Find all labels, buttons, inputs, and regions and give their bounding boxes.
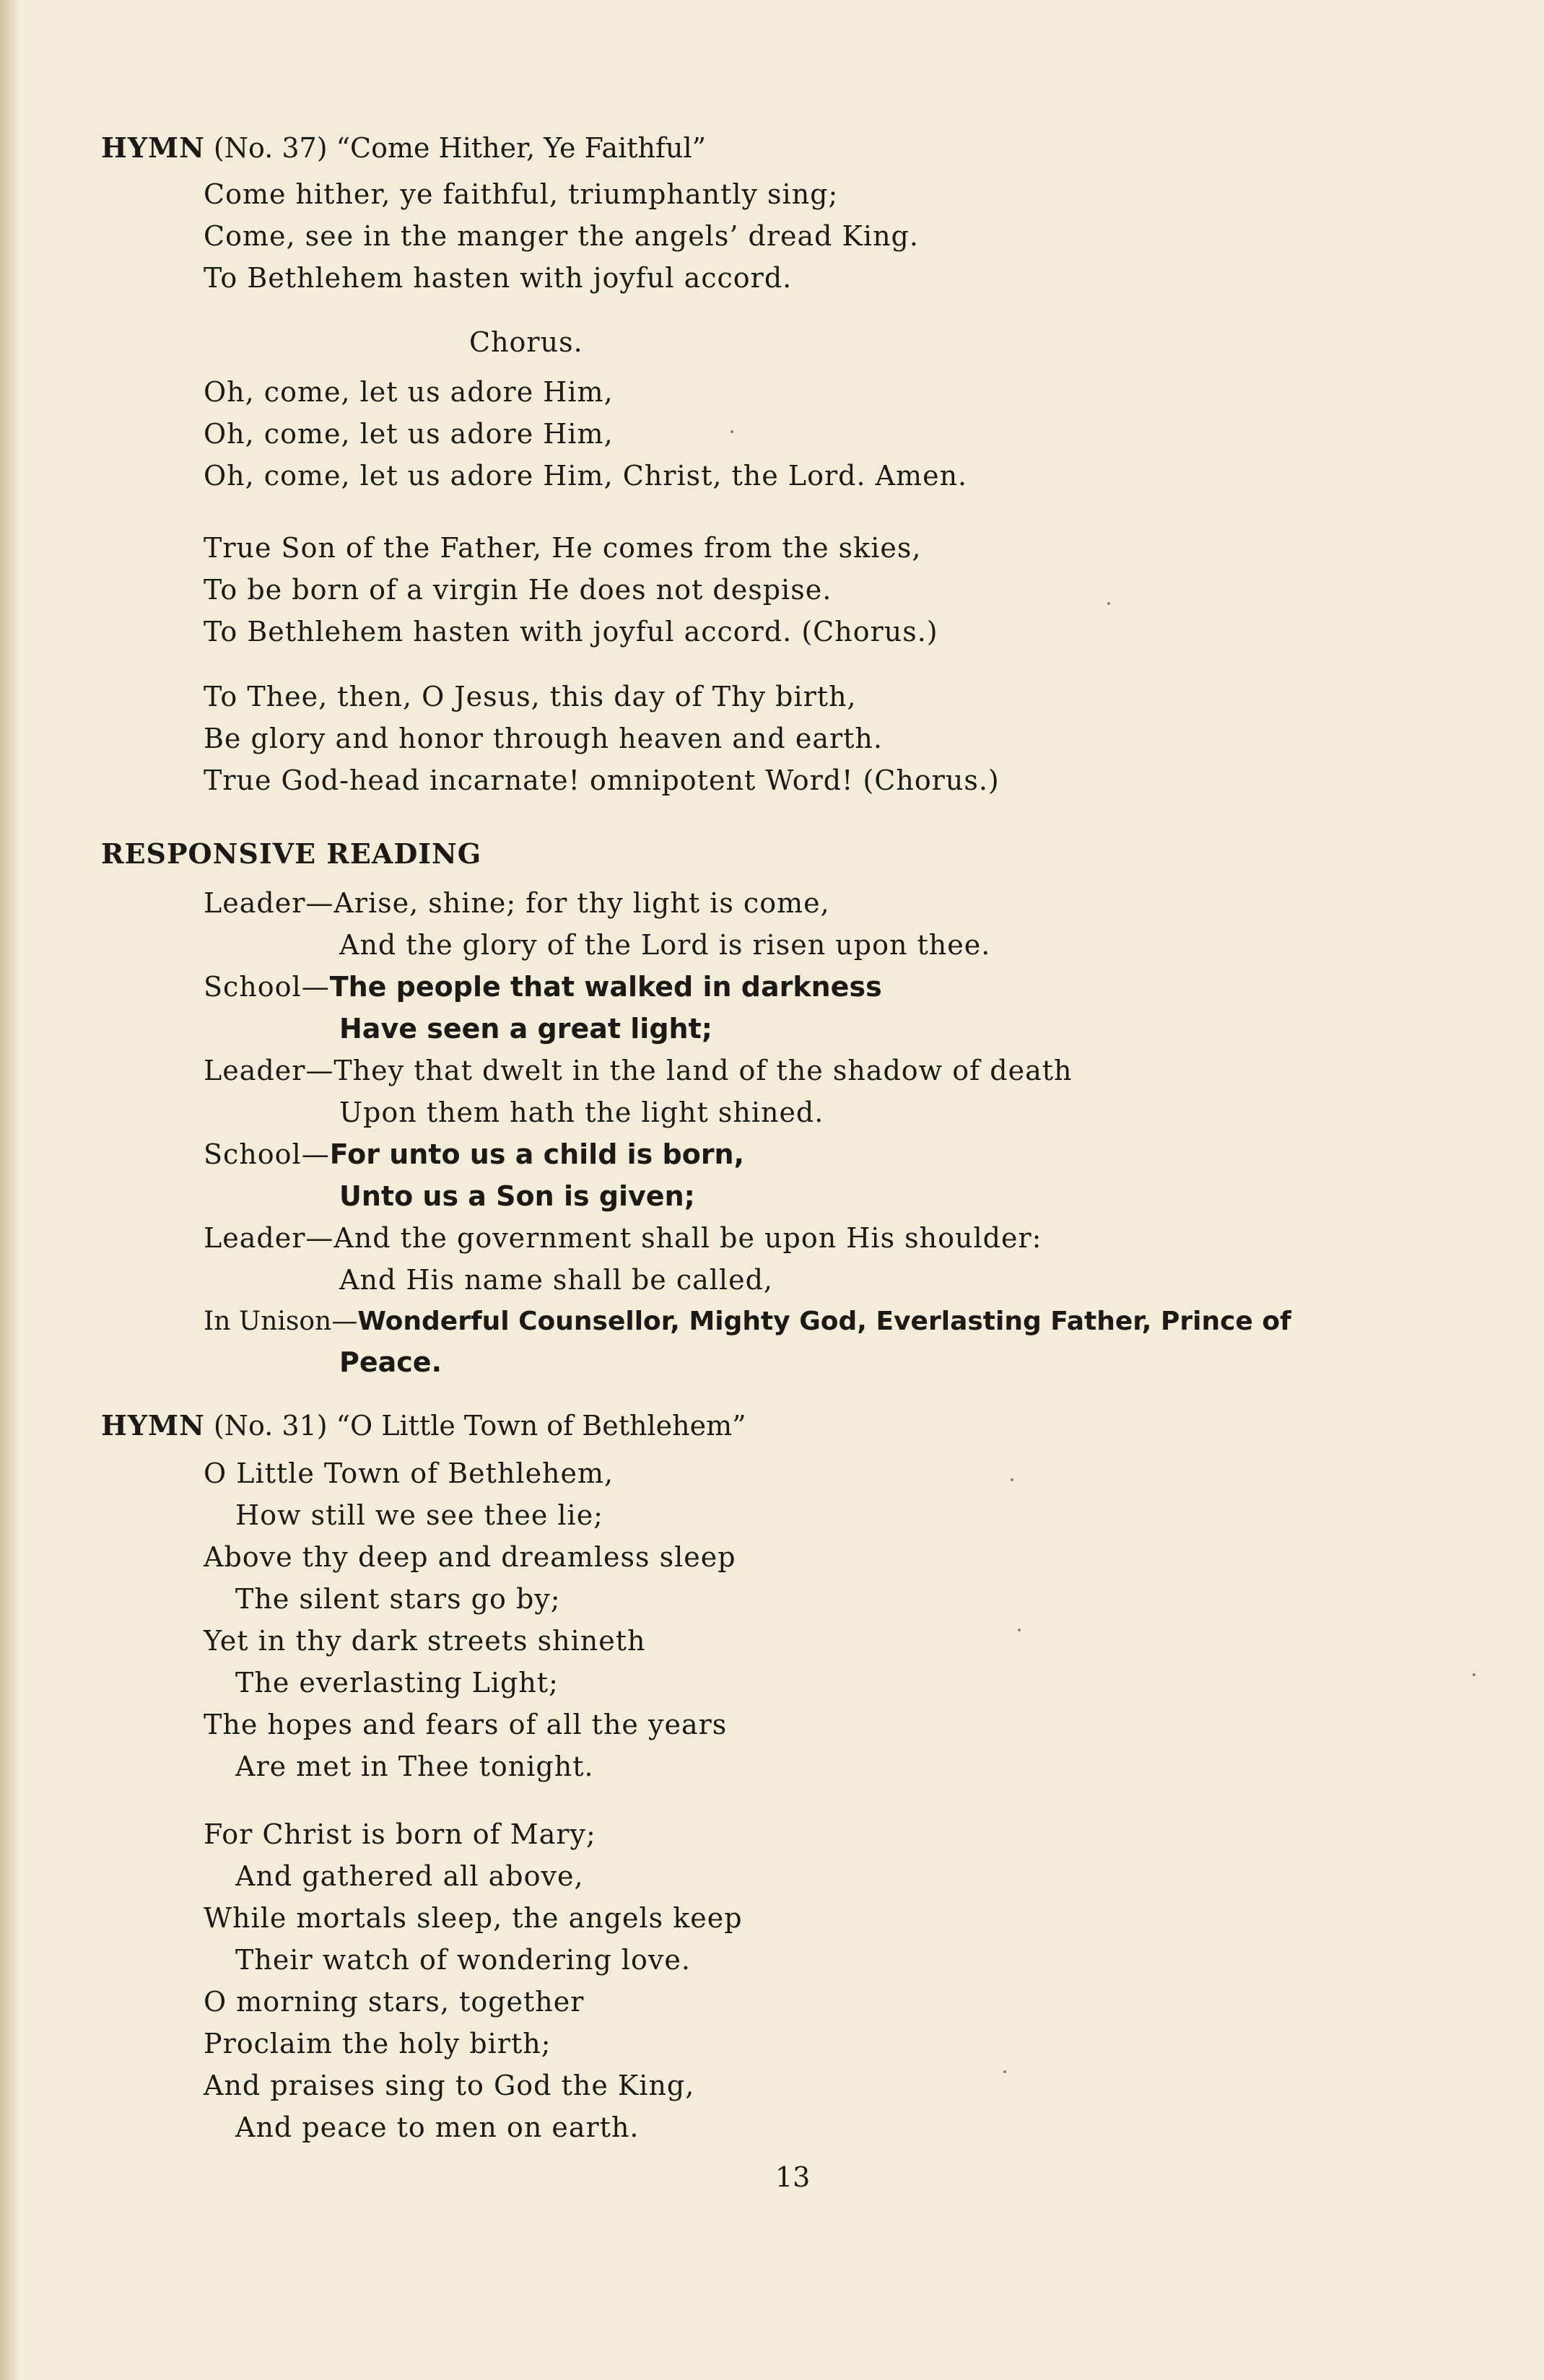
verse-line: Proclaim the holy birth; <box>204 2028 551 2059</box>
reading-text: The people that walked in darkness <box>329 971 882 1003</box>
verse-line: And praises sing to God the King, <box>204 2070 695 2101</box>
verse-line: For Christ is born of Mary; <box>204 1818 596 1850</box>
school-continuation: Unto us a Son is given; <box>339 1180 695 1212</box>
reading-text: Arise, shine; for thy light is come, <box>333 887 830 919</box>
school-line <box>204 1139 744 1171</box>
verse-line: How still we see thee lie; <box>235 1499 603 1531</box>
print-speck <box>730 430 733 433</box>
reading-text: And the government shall be upon His shoulder: <box>333 1222 1042 1254</box>
leader-prefix: Leader— <box>204 887 334 919</box>
school-continuation: Have seen a great light; <box>339 1013 712 1045</box>
verse-line: Above thy deep and dreamless sleep <box>204 1541 736 1573</box>
unison-line <box>204 1307 1291 1336</box>
reading-text: They that dwelt in the land of the shadow of death <box>333 1055 1073 1086</box>
leader-continuation: And the glory of the Lord is risen upon thee. <box>339 929 991 961</box>
verse-line: Yet in thy dark streets shineth <box>204 1625 646 1657</box>
reading-text: For unto us a child is born, <box>329 1138 745 1170</box>
school-prefix: School— <box>204 971 330 1003</box>
verse-line: The hopes and fears of all the years <box>204 1709 728 1740</box>
chorus-line: Oh, come, let us adore Him, <box>204 376 614 408</box>
verse-line: Be glory and honor through heaven and earth. <box>204 723 883 754</box>
verse-line: The silent stars go by; <box>235 1583 561 1615</box>
page-edge-shadow <box>0 0 19 2380</box>
verse-line: True Son of the Father, He comes from the skies, <box>204 532 922 564</box>
leader-line <box>204 888 830 920</box>
print-speck <box>1011 1478 1013 1481</box>
verse-line: Are met in Thee tonight. <box>235 1751 594 1782</box>
leader-line <box>204 1055 1073 1087</box>
hymn-1-label: HYMN <box>101 131 205 164</box>
verse-line: O morning stars, together <box>204 1986 585 2018</box>
verse-line: Come, see in the manger the angels’ dread King. <box>204 220 919 252</box>
print-speck <box>1473 1673 1475 1676</box>
chorus-label: Chorus. <box>469 326 583 358</box>
verse-line: Their watch of wondering love. <box>235 1944 691 1976</box>
print-speck <box>1018 1629 1021 1631</box>
unison-prefix: In Unison— <box>204 1307 358 1336</box>
unison-continuation: Peace. <box>339 1346 442 1378</box>
verse-line: While mortals sleep, the angels keep <box>204 1902 743 1934</box>
leader-prefix: Leader— <box>204 1222 334 1254</box>
reading-text: Wonderful Counsellor, Mighty God, Everlasting Father, Prince of <box>357 1307 1291 1336</box>
verse-line: To Bethlehem hasten with joyful accord. <box>204 262 793 294</box>
responsive-reading-heading: RESPONSIVE READING <box>101 837 482 870</box>
verse-line: To Bethlehem hasten with joyful accord. (Chorus.) <box>204 616 938 648</box>
print-speck <box>1107 602 1110 605</box>
verse-line: And gathered all above, <box>235 1860 584 1892</box>
chorus-line: Oh, come, let us adore Him, <box>204 418 614 450</box>
hymn-2-label: HYMN <box>101 1409 205 1442</box>
leader-line <box>204 1223 1042 1255</box>
verse-line: And peace to men on earth. <box>235 2111 640 2143</box>
leader-continuation: And His name shall be called, <box>339 1264 773 1296</box>
verse-line: The everlasting Light; <box>235 1667 559 1699</box>
hymn-2-heading <box>101 1409 746 1442</box>
verse-line: To Thee, then, O Jesus, this day of Thy birth, <box>204 681 857 712</box>
leader-continuation: Upon them hath the light shined. <box>339 1097 824 1128</box>
print-speck <box>1003 2070 1006 2073</box>
verse-line: True God-head incarnate! omnipotent Word! (Chorus.) <box>204 764 1000 796</box>
school-prefix: School— <box>204 1138 330 1170</box>
page-number: 13 <box>775 2161 811 2193</box>
verse-line: Come hither, ye faithful, triumphantly sing; <box>204 178 839 210</box>
hymn-1-heading <box>101 131 706 164</box>
hymn-1-meta: (No. 37) “Come Hither, Ye Faithful” <box>213 132 707 164</box>
hymn-2-meta: (No. 31) “O Little Town of Bethlehem” <box>213 1410 746 1442</box>
leader-prefix: Leader— <box>204 1055 334 1086</box>
verse-line: O Little Town of Bethlehem, <box>204 1457 614 1489</box>
chorus-line: Oh, come, let us adore Him, Christ, the Lord. Amen. <box>204 460 968 492</box>
verse-line: To be born of a virgin He does not despise. <box>204 574 832 606</box>
school-line <box>204 972 882 1003</box>
